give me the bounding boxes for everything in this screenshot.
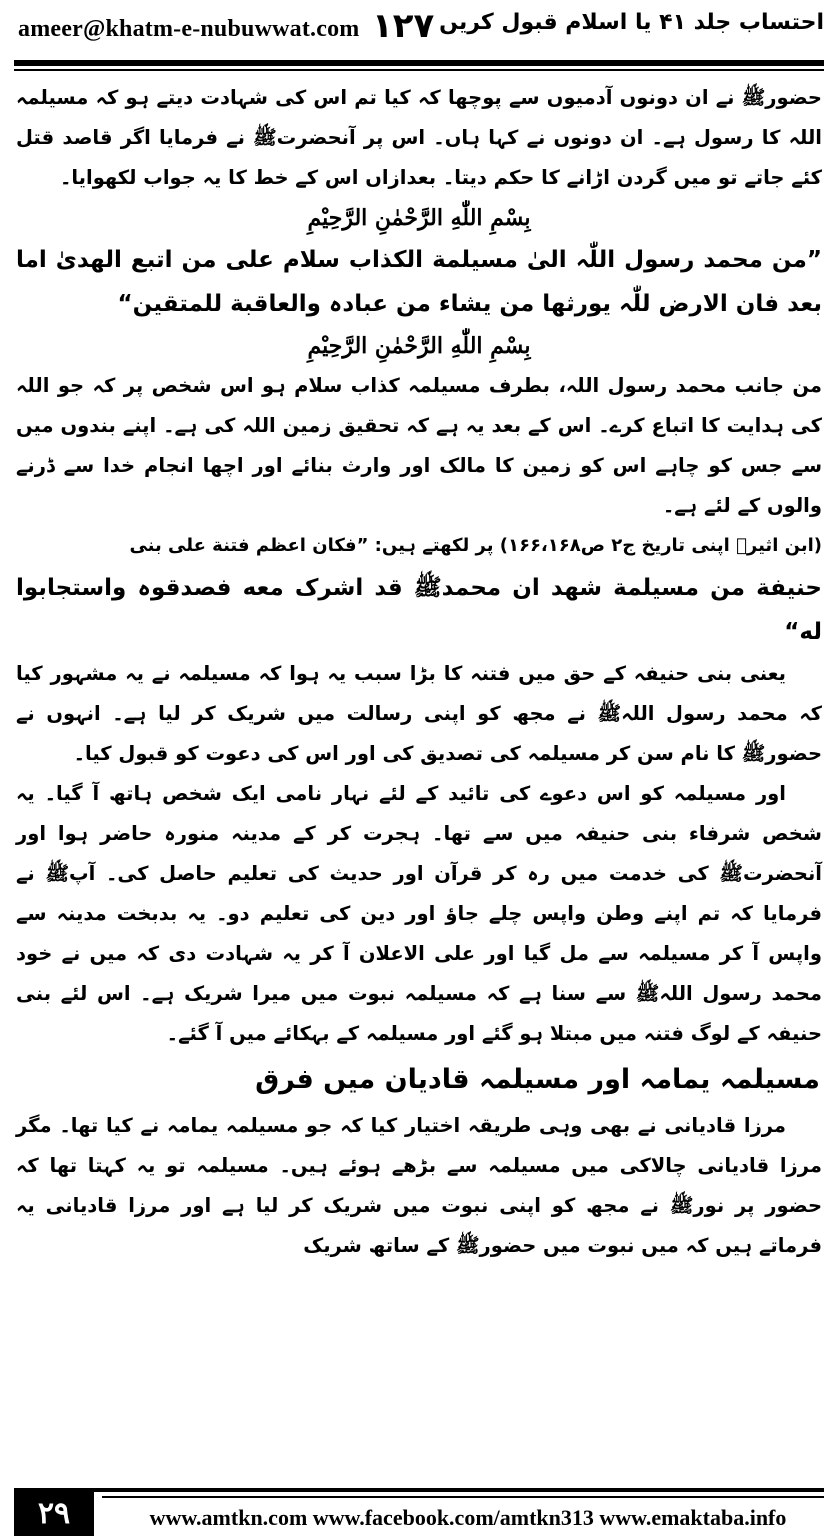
footer-thin-rule — [102, 1496, 824, 1498]
header-email: ameer@khatm-e-nubuwwat.com — [18, 16, 360, 42]
page-header — [14, 4, 824, 60]
header-thick-rule — [14, 60, 824, 66]
header-thin-rule — [14, 69, 824, 71]
paragraph-3: اور مسیلمہ کو اس دعوے کی تائید کے لئے نہار نامی ایک شخص ہاتھ آ گیا۔ یہ شخص شرفاء بنی حنیفہ میں سے تھا۔ ہجرت کر کے مدینہ منورہ حاضر ہوا اور آنحضرتﷺ کی خدمت میں رہ کر قرآن اور حدیث کی تعلیم حاصل کی۔ آپﷺ نے فرمایا کہ تم اپنے وطن واپس چلے جاؤ اور دین کی تعلیم دو۔ یہ بدبخت مدینہ سے واپس آ کر مسیلمہ سے مل گیا اور علی الاعلان آ کر یہ شہادت دی کہ میں نے خود محمد رسول اللہﷺ سے سنا ہے کہ مسیلمہ نبوت میں میرا شریک ہے۔ اس لئے بنی حنیفہ کے لوگ فتنہ میں مبتلا ہو گئے اور مسیلمہ کے بہکائے میں آ گئے۔ — [16, 782, 822, 1045]
basmala-2: بِسْمِ اللّٰهِ الرَّحْمٰنِ الرَّحِيْمِ — [307, 333, 531, 359]
paragraph-2: یعنی بنی حنیفہ کے حق میں فتنہ کا بڑا سبب یہ ہوا کہ مسیلمہ نے یہ مشہور کیا کہ محمد رسول اللہﷺ نے مجھ کو اپنی رسالت میں شریک کر لیا ہے۔ انہوں نے حضورﷺ کا نام سن کر مسیلمہ کی تصدیق کی اور اس کی دعوت کو قبول کیا۔ — [16, 662, 822, 765]
footer-page-badge: ۲۹ — [14, 1492, 94, 1536]
paragraph-1: حضورﷺ نے ان دونوں آدمیوں سے پوچھا کہ کیا تم اس کی شہادت دیتے ہو کہ مسیلمہ اللہ کا رسول ہے۔ ان دونوں نے کہا ہاں۔ اس پر آنحضرتﷺ نے فرمایا اگر قاصد قتل کئے جاتے تو میں گردن اڑانے کا حکم دیتا۔ بعدازاں اس کے خط کا یہ جواب لکھوایا۔ — [16, 86, 822, 189]
footer-urls: www.amtkn.com www.facebook.com/amtkn313 www.emaktaba.info — [149, 1505, 787, 1530]
footer-thick-rule — [14, 1488, 824, 1492]
reference-intro: (ابن اثیرؒ اپنی تاریخ ج۲ ص۱۶۶،۱۶۸) پر لکھتے ہیں: ”فکان اعظم فتنة علی بنی — [129, 535, 822, 556]
header-page-number: ۱۲۷ — [372, 6, 435, 46]
paragraph-4: مرزا قادیانی نے بھی وہی طریقہ اختیار کیا کہ جو مسیلمہ یمامہ نے کیا تھا۔ مگر مرزا قادیانی چالاکی میں مسیلمہ سے بڑھے ہوئے ہیں۔ مسیلمہ تو یہ کہتا تھا کہ حضور پر نورﷺ نے مجھ کو اپنی نبوت میں شریک کر لیا ہے اور مرزا قادیانی یہ فرماتے ہیں کہ میں نبوت میں حضورﷺ کے ساتھ شریک — [16, 1114, 822, 1257]
letter-translation: من جانب محمد رسول اللہ، بطرف مسیلمہ کذاب سلام ہو اس شخص پر کہ جو اللہ کی ہدایت کا اتباع کرے۔ اس کے بعد یہ ہے کہ تحقیق زمین اللہ کی ہے۔ اپنے بندوں میں سے جس کو چاہے اس کو زمین کا مالک اور وارث بنائے اور اچھا انجام خدا سے ڈرنے والوں کے لئے ہے۔ — [16, 374, 822, 517]
page-body — [16, 78, 822, 1470]
section-heading: مسیلمہ یمامہ اور مسیلمہ قادیان میں فرق — [255, 1064, 820, 1095]
basmala-1: بِسْمِ اللّٰهِ الرَّحْمٰنِ الرَّحِيْمِ — [307, 205, 531, 231]
arabic-quote: حنیفة من مسیلمة شھد ان محمدﷺ قد اشرک معه فصدقوہ واستجابوا له“ — [16, 575, 822, 645]
header-title: احتساب جلد ۴۱ یا اسلام قبول کریں — [439, 10, 824, 35]
arabic-letter: ”من محمد رسول اللّٰہ الیٰ مسیلمة الکذاب سلام علی من اتبع الھدیٰ اما بعد فان الارض للّٰہ یورثھا من یشاء من عبادہ والعاقبة للمتقین“ — [16, 247, 822, 317]
